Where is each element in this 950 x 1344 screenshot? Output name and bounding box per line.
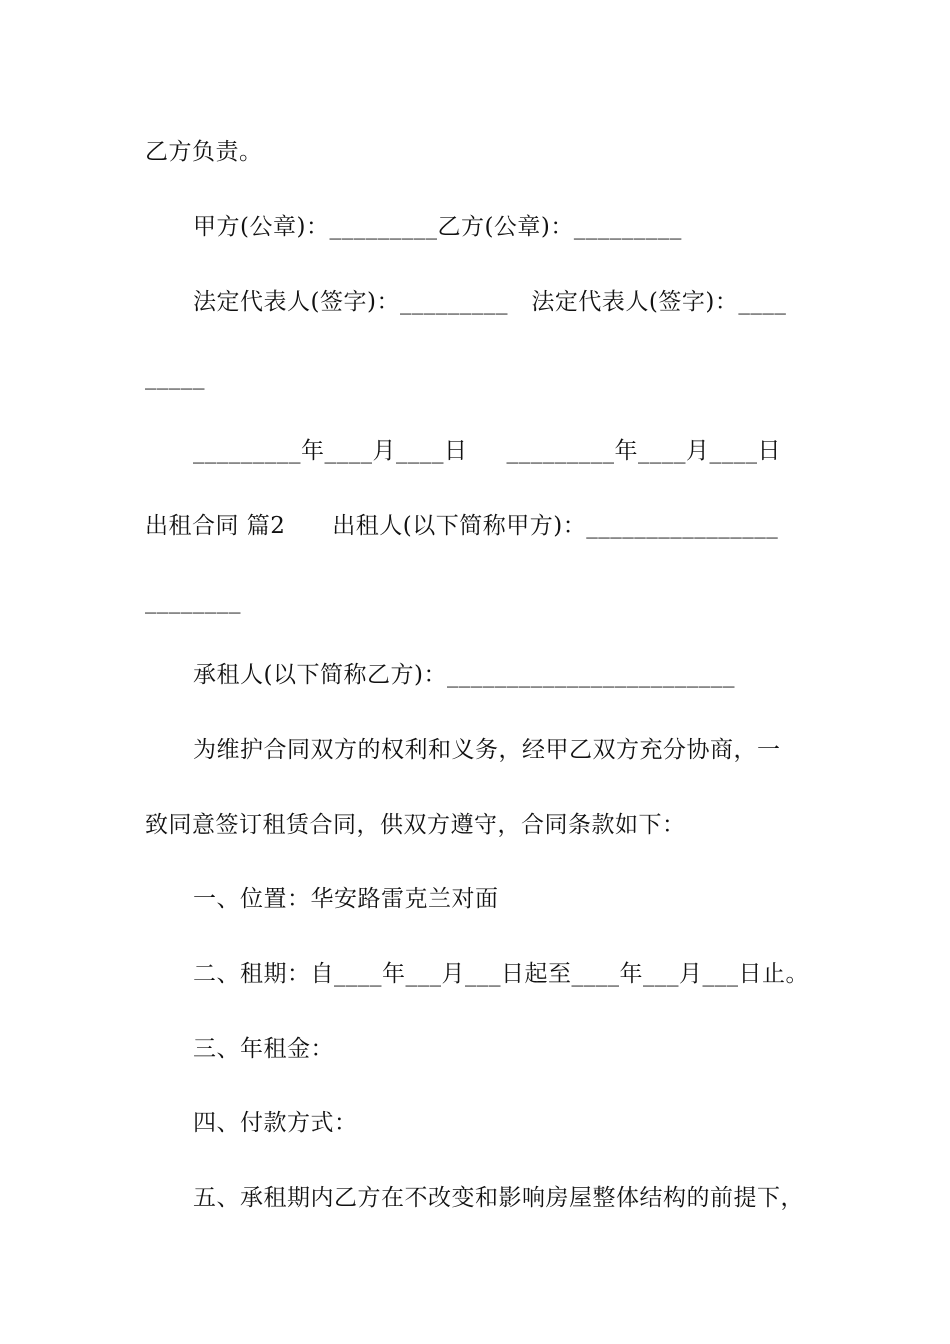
- text-line-1: 乙方负责。: [145, 139, 263, 165]
- signature-line-seals: 甲方(公章)：_________乙方(公章)：_________: [193, 214, 682, 240]
- clause-annual-rent: 三、年租金：: [193, 1036, 334, 1062]
- lessee-line: 承租人(以下简称乙方)：________________________: [193, 662, 735, 688]
- preamble-line-1: 为维护合同双方的权利和义务，经甲乙双方充分协商，一: [193, 737, 781, 763]
- signature-line-representatives: 法定代表人(签字)：_________ 法定代表人(签字)：____: [193, 289, 787, 315]
- clause-location: 一、位置：华安路雷克兰对面: [193, 886, 499, 912]
- signature-line-continuation: _____: [145, 364, 205, 390]
- clause-payment-method: 四、付款方式：: [193, 1110, 358, 1136]
- lessor-line-continuation: ________: [145, 588, 241, 614]
- preamble-line-2: 致同意签订租赁合同，供双方遵守，合同条款如下：: [145, 812, 686, 838]
- clause-term: 二、租期：自____年___月___日起至____年___月___日止。: [193, 961, 809, 987]
- clause-five: 五、承租期内乙方在不改变和影响房屋整体结构的前提下，: [193, 1185, 804, 1211]
- section-heading-lessor: 出租合同 篇2 出租人(以下简称甲方)：________________: [145, 513, 779, 539]
- date-line: _________年____月____日 _________年____月____日: [193, 438, 782, 464]
